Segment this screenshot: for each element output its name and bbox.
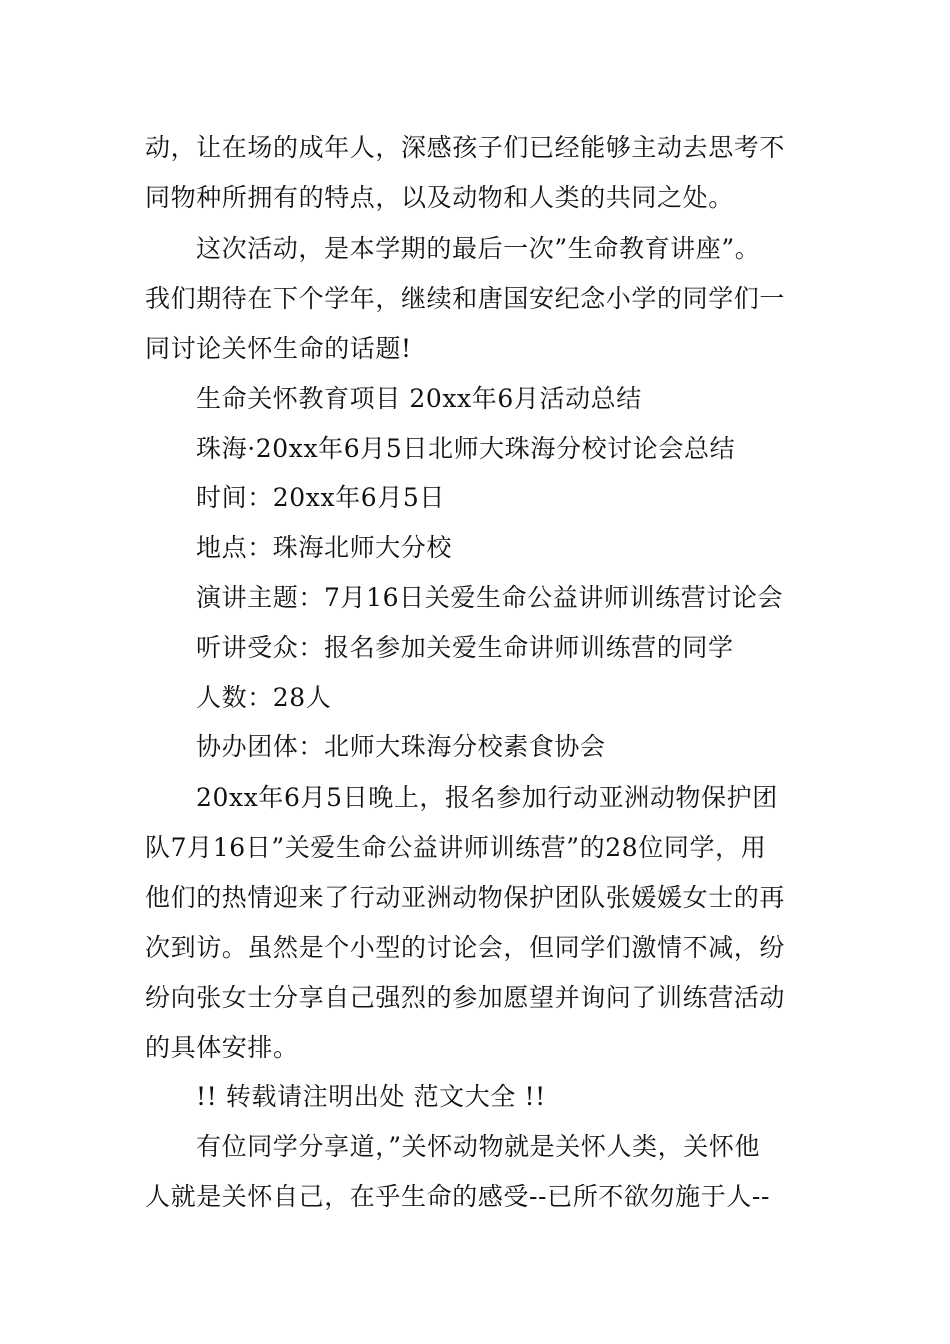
paragraph-line: 次到访。虽然是个小型的讨论会，但同学们激情不减，纷: [145, 933, 786, 962]
section-subheading: 珠海·20xx年6月5日北师大珠海分校讨论会总结: [196, 434, 736, 463]
paragraph-line: 20xx年6月5日晚上，报名参加行动亚洲动物保护团: [196, 783, 778, 812]
paragraph-line: 同物种所拥有的特点，以及动物和人类的共同之处。: [145, 183, 734, 212]
paragraph-line: 动，让在场的成年人，深感孩子们已经能够主动去思考不: [145, 133, 786, 162]
paragraph-line: 他们的热情迎来了行动亚洲动物保护团队张媛媛女士的再: [145, 883, 786, 912]
info-count: 人数：28人: [196, 683, 332, 712]
info-organizer: 协办团体：北师大珠海分校素食协会: [196, 732, 606, 761]
paragraph-line: 的具体安排。: [145, 1033, 299, 1062]
info-location: 地点：珠海北师大分校: [196, 533, 453, 562]
paragraph-line: 这次活动，是本学期的最后一次”生命教育讲座”。: [196, 234, 761, 263]
info-time: 时间：20xx年6月5日: [196, 483, 446, 512]
section-heading: 生命关怀教育项目 20xx年6月活动总结: [196, 384, 642, 413]
info-topic: 演讲主题：7月16日关爱生命公益讲师训练营讨论会: [196, 583, 784, 612]
paragraph-line: 人就是关怀自己，在乎生命的感受--已所不欲勿施于人--: [145, 1182, 770, 1211]
info-audience: 听讲受众：报名参加关爱生命讲师训练营的同学: [196, 633, 734, 662]
paragraph-line: 有位同学分享道，”关怀动物就是关怀人类，关怀他: [196, 1132, 761, 1161]
paragraph-line: 同讨论关怀生命的话题!: [145, 334, 412, 363]
repost-notice: !! 转载请注明出处 范文大全 !!: [196, 1082, 546, 1111]
paragraph-line: 我们期待在下个学年，继续和唐国安纪念小学的同学们一: [145, 284, 786, 313]
paragraph-line: 纷向张女士分享自己强烈的参加愿望并询问了训练营活动: [145, 983, 786, 1012]
paragraph-line: 队7月16日”关爱生命公益讲师训练营”的28位同学，用: [145, 833, 767, 862]
